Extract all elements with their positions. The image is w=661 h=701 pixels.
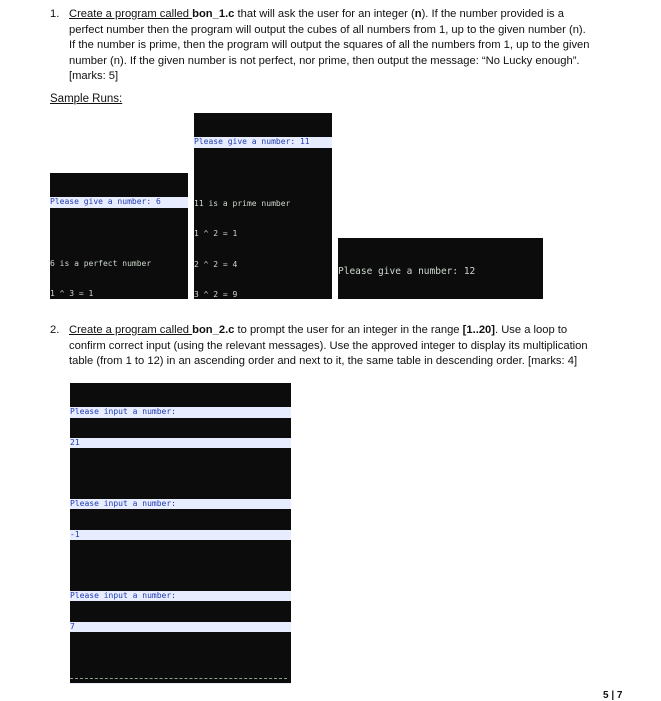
question-1-line-2: perfect number then the program will output the cubes of all numbers from 1, up to the given number (n). [69, 23, 586, 36]
spacer [211, 591, 291, 601]
spacer [211, 560, 291, 570]
q1-lead-text: Create a program called [69, 8, 193, 20]
spacer [211, 499, 291, 509]
q2-text-b: . Use a loop to [495, 324, 568, 336]
q1-text-b: ). If the number provided is a [421, 8, 564, 20]
q2-lead-text: Create a program called [69, 324, 193, 336]
q1-text-a: that will ask the user for an integer ( [234, 8, 415, 20]
spacer [211, 469, 291, 479]
q2-range: [1..20] [462, 324, 495, 336]
terminal-multiplication-table [70, 383, 291, 684]
input-prompt-2: Please input a number: [70, 499, 291, 509]
terminal-line: 2 ^ 2 = 4 [194, 259, 238, 269]
terminal-prime-prompt: Please give a number: 11 [194, 137, 332, 147]
terminal-line [194, 168, 332, 178]
spacer [211, 622, 291, 632]
question-1-text [69, 7, 590, 85]
question-2-number: 2. [50, 324, 60, 336]
question-2-line-1 [69, 323, 588, 339]
question-1-line-3: If the number is prime, then the program will output the squares of all the numbers from 1, up to the given [69, 39, 590, 52]
spacer [211, 438, 291, 448]
sample-runs-heading: Sample Runs: [50, 93, 123, 105]
terminal-line: 6 is a perfect number [50, 258, 152, 268]
q1-var-n: n [414, 8, 422, 20]
input-prompt-1: Please input a number: [70, 407, 291, 417]
input-value-2: -1 [70, 530, 291, 540]
question-1-line-1 [69, 7, 590, 23]
page-number: 5 | 7 [603, 690, 623, 701]
terminal-line: 1 ^ 3 = 1 [50, 289, 94, 299]
spacer [211, 530, 291, 540]
question-1-number: 1. [50, 8, 60, 20]
input-prompt-3: Please input a number: [70, 591, 291, 601]
q1-filename: bon_1.c [192, 8, 235, 20]
spacer [211, 407, 291, 417]
terminal-cursor-line [70, 670, 287, 679]
question-2-text [69, 323, 588, 370]
q2-filename: bon_2.c [192, 324, 235, 336]
question-2-line-2: confirm correct input (using the relevant messages). Use the approved integer to display its multiplication [69, 339, 588, 352]
terminal-perfect-number [50, 173, 188, 299]
terminal-perfect-prompt: Please give a number: 6 [50, 197, 188, 207]
question-1-line-4: number (n). If the given number is not perfect, nor prime, then output the message: “No Lucky enough”. [69, 54, 580, 67]
spacer [211, 683, 291, 684]
terminal-line: 3 ^ 2 = 9 [194, 290, 238, 299]
input-value-3: 7 [70, 622, 291, 632]
question-1-marks: [marks: 5] [69, 70, 119, 83]
input-value-1: 21 [70, 438, 291, 448]
terminal-not-lucky-prompt: Please give a number: 12 [338, 266, 543, 278]
terminal-prime-number [194, 113, 332, 299]
terminal-line [50, 228, 188, 238]
table-right-column [211, 387, 291, 684]
terminal-line: 11 is a prime number [194, 198, 291, 208]
terminal-not-lucky [338, 238, 543, 299]
q2-text-a: to prompt the user for an integer in the range [234, 324, 463, 336]
question-2-line-3: table (from 1 to 12) in an ascending order and next to it, the same table in descending order. [marks: 4] [69, 355, 578, 368]
terminal-line: 1 ^ 2 = 1 [194, 229, 238, 239]
spacer [211, 652, 291, 662]
